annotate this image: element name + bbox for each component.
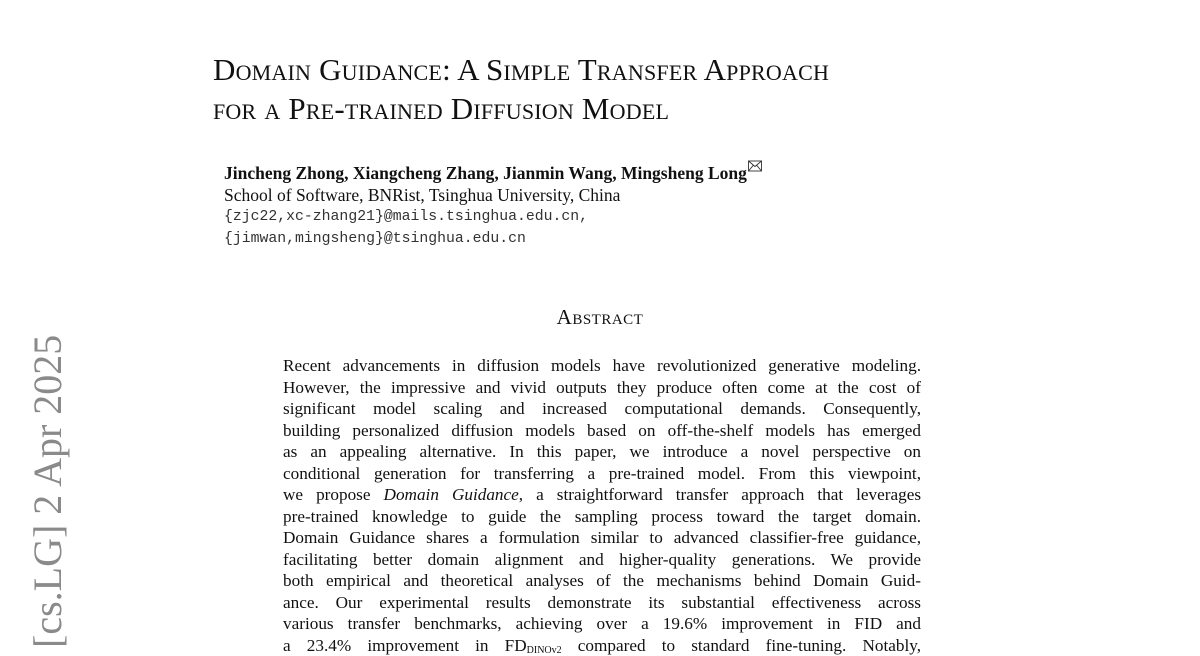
abstract-text: , a straightforward transfer approach that leverages xyxy=(519,485,921,504)
abstract-line: Recent advancements in diffusion models have revolutionized generative modeling. xyxy=(283,355,921,377)
abstract-body xyxy=(283,355,921,656)
abstract-text: compared to standard fine-tuning. Notably, xyxy=(562,636,921,655)
abstract-text: a 23.4% improvement in FD xyxy=(283,636,527,655)
author-email-2: {jimwan,mingsheng}@tsinghua.edu.cn xyxy=(224,228,762,250)
author-affiliation: School of Software, BNRist, Tsinghua University, China xyxy=(224,184,762,206)
arxiv-category-date-stamp: [cs.LG] 2 Apr 2025 xyxy=(24,318,72,648)
paper-title-line-1: Domain Guidance: A Simple Transfer Approach xyxy=(213,50,1033,89)
abstract-line: Domain Guidance shares a formulation similar to advanced classifier-free guidance, xyxy=(283,527,921,549)
abstract-line: ance. Our experimental results demonstrate its substantial effectiveness across xyxy=(283,592,921,614)
abstract-line xyxy=(283,635,921,656)
abstract-line: significant model scaling and increased computational demands. Consequently, xyxy=(283,398,921,420)
abstract-line: pre-trained knowledge to guide the sampling process toward the target domain. xyxy=(283,506,921,528)
paper-title-line-2: for a Pre-trained Diffusion Model xyxy=(213,89,1033,128)
abstract-line: various transfer benchmarks, achieving over a 19.6% improvement in FID and xyxy=(283,613,921,635)
author-names-text: Jincheng Zhong, Xiangcheng Zhang, Jianmin Wang, Mingsheng Long xyxy=(224,163,747,183)
envelope-icon xyxy=(748,160,762,172)
author-block xyxy=(224,160,762,250)
metric-subscript: DINOv2 xyxy=(527,645,562,656)
abstract-line: building personalized diffusion models based on off-the-shelf models has emerged xyxy=(283,420,921,442)
author-email-1: {zjc22,xc-zhang21}@mails.tsinghua.edu.cn, xyxy=(224,206,762,228)
abstract-line: as an appealing alternative. In this paper, we introduce a novel perspective on xyxy=(283,441,921,463)
author-names xyxy=(224,160,762,184)
abstract-text: we propose xyxy=(283,485,371,504)
abstract-line: However, the impressive and vivid outputs they produce often come at the cost of xyxy=(283,377,921,399)
abstract-line: facilitating better domain alignment and higher-quality generations. We provide xyxy=(283,549,921,571)
abstract-line: both empirical and theoretical analyses of the mechanisms behind Domain Guid- xyxy=(283,570,921,592)
abstract-heading: Abstract xyxy=(0,304,1200,330)
abstract-line: conditional generation for transferring a pre-trained model. From this viewpoint, xyxy=(283,463,921,485)
abstract-line xyxy=(283,484,921,506)
paper-title xyxy=(213,50,1033,128)
method-name-emphasis: Domain Guidance xyxy=(384,485,519,504)
